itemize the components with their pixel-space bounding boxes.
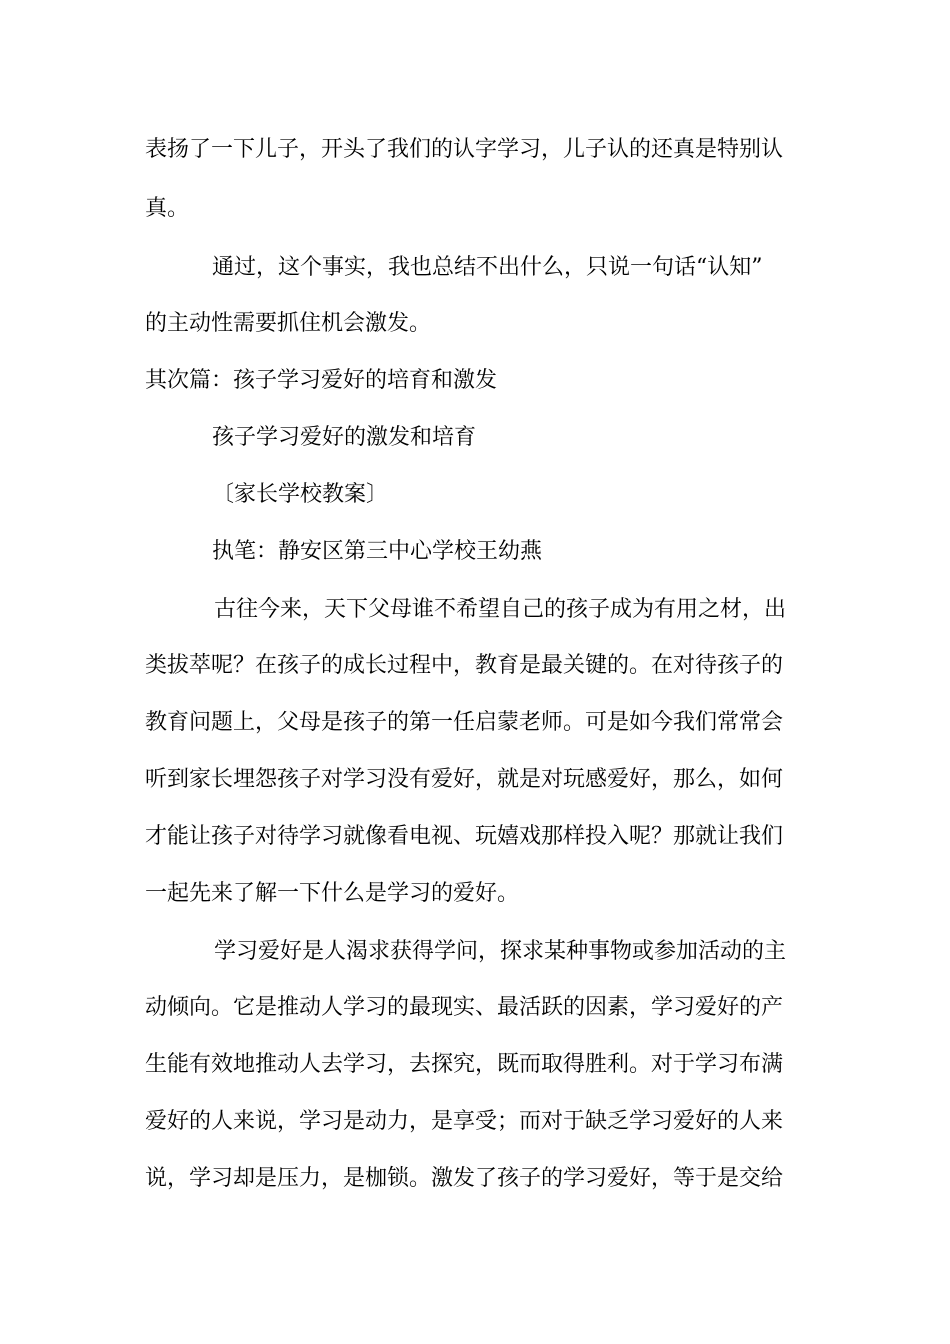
text-line: 表扬了一下儿子，开头了我们的认字学习，儿子认的还真是特别认 [145,137,784,162]
article-title: 孩子学习爱好的激发和培育 [212,425,477,450]
text-line: 的主动性需要抓住机会激发。 [145,311,432,336]
text-line: 一起先来了解一下什么是学习的爱好。 [145,881,520,906]
paragraph-first-line: 学习爱好是人渴求获得学问，探求某种事物或参加活动的主 [214,939,787,964]
text-line: 说，学习却是压力，是枷锁。激发了孩子的学习爱好，等于是交给 [145,1166,784,1191]
text-line: 真。 [145,196,190,221]
text-line: 生能有效地推动人去学习，去探究，既而取得胜利。对于学习布满 [145,1052,784,1077]
paragraph-first-line: 通过，这个事实，我也总结不出什么，只说一句话“认知” [212,255,763,280]
author-line: 执笔：静安区第三中心学校王幼燕 [212,539,543,564]
paragraph-first-line: 古往今来，天下父母谁不希望自己的孩子成为有用之材，出 [214,597,787,622]
text-line: 动倾向。它是推动人学习的最现实、最活跃的因素，学习爱好的产 [145,995,784,1020]
section-heading: 其次篇：孩子学习爱好的培育和激发 [145,368,498,393]
text-line: 听到家长埋怨孩子对学习没有爱好，就是对玩感爱好，那么，如何 [145,767,784,792]
text-line: 教育问题上，父母是孩子的第一任启蒙老师。可是如今我们常常会 [145,710,784,735]
text-line: 类拔萃呢？在孩子的成长过程中，教育是最关键的。在对待孩子的 [145,653,784,678]
text-line: 才能让孩子对待学习就像看电视、玩嬉戏那样投入呢？那就让我们 [145,824,784,849]
article-subtitle: 〔家长学校教案〕 [212,482,389,507]
text-line: 爱好的人来说，学习是动力，是享受；而对于缺乏学习爱好的人来 [145,1109,784,1134]
